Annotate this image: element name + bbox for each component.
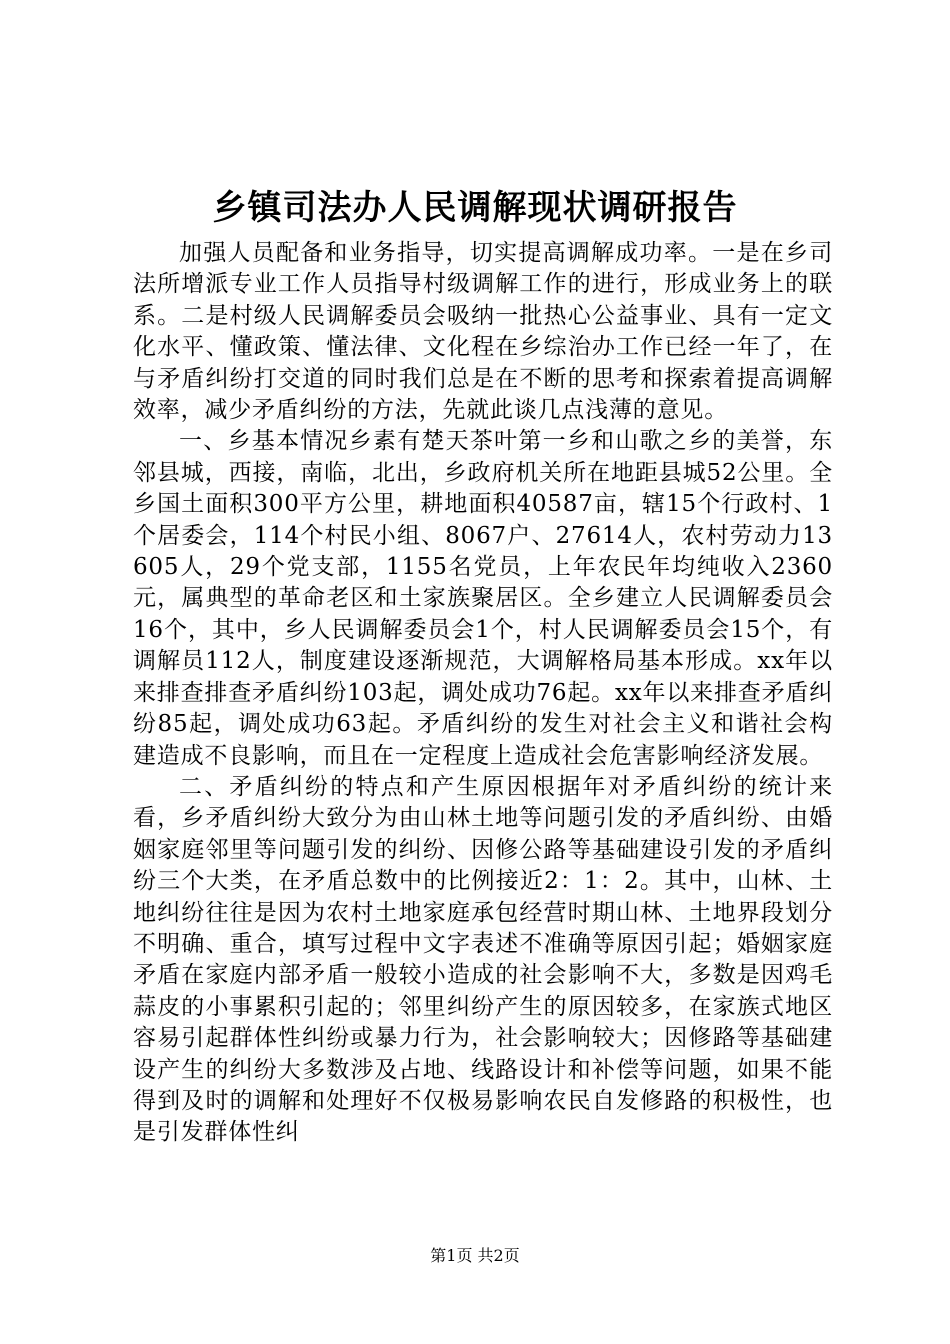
page-number: 第1页: [430, 1246, 473, 1265]
paragraph-3: 二、矛盾纠纷的特点和产生原因根据年对矛盾纠纷的统计来看，乡矛盾纠纷大致分为由山林土地等问题引发的矛盾纠纷、由婚姻家庭邻里等问题引发的纠纷、因修公路等基础建设引发的矛盾纠纷三个大类，在矛盾总数中的比例接近2：1：2。其中，山林、土地纠纷往往是因为农村土地家庭承包经营时期山林、土地界段划分不明确、重合，填写过程中文字表述不准确等原因引起；婚姻家庭矛盾在家庭内部矛盾一般较小造成的社会影响不大，多数是因鸡毛蒜皮的小事累积引起的；邻里纠纷产生的原因较多，在家族式地区容易引起群体性纠纷或暴力行为，社会影响较大；因修路等基础建设产生的纠纷大多数涉及占地、线路设计和补偿等问题，如果不能得到及时的调解和处理好不仅极易影响农民自发修路的积极性，也是引发群体性纠: [133, 773, 833, 1146]
page-footer: [0, 1245, 950, 1267]
paragraph-2: 一、乡基本情况乡素有楚天茶叶第一乡和山歌之乡的美誉，东邻县城，西接，南临，北出，乡政府机关所在地距县城52公里。全乡国土面积300平方公里，耕地面积40587亩，辖15个行政村、1个居委会，114个村民小组、8067户、27614人，农村劳动力13605人，29个党支部，1155名党员，上年农民年均纯收入2360元，属典型的革命老区和土家族聚居区。全乡建立人民调解委员会16个，其中，乡人民调解委员会1个，村人民调解委员会15个，有调解员112人，制度建设逐渐规范，大调解格局基本形成。xx年以来排查排查矛盾纠纷103起，调处成功76起。xx年以来排查矛盾纠纷85起，调处成功63起。矛盾纠纷的发生对社会主义和谐社会构建造成不良影响，而且在一定程度上造成社会危害影响经济发展。: [133, 428, 833, 769]
document-title: 乡镇司法办人民调解现状调研报告: [212, 188, 738, 228]
paragraph-1: 加强人员配备和业务指导，切实提高调解成功率。一是在乡司法所增派专业工作人员指导村级调解工作的进行，形成业务上的联系。二是村级人民调解委员会吸纳一批热心公益事业、具有一定文化水平、懂政策、懂法律、文化程在乡综治办工作已经一年了，在与矛盾纠纷打交道的同时我们总是在不断的思考和探索着提高调解效率，减少矛盾纠纷的方法，先就此谈几点浅薄的意见。: [133, 240, 833, 424]
page-total: 共2页: [477, 1246, 520, 1265]
document-body: [133, 238, 833, 1149]
